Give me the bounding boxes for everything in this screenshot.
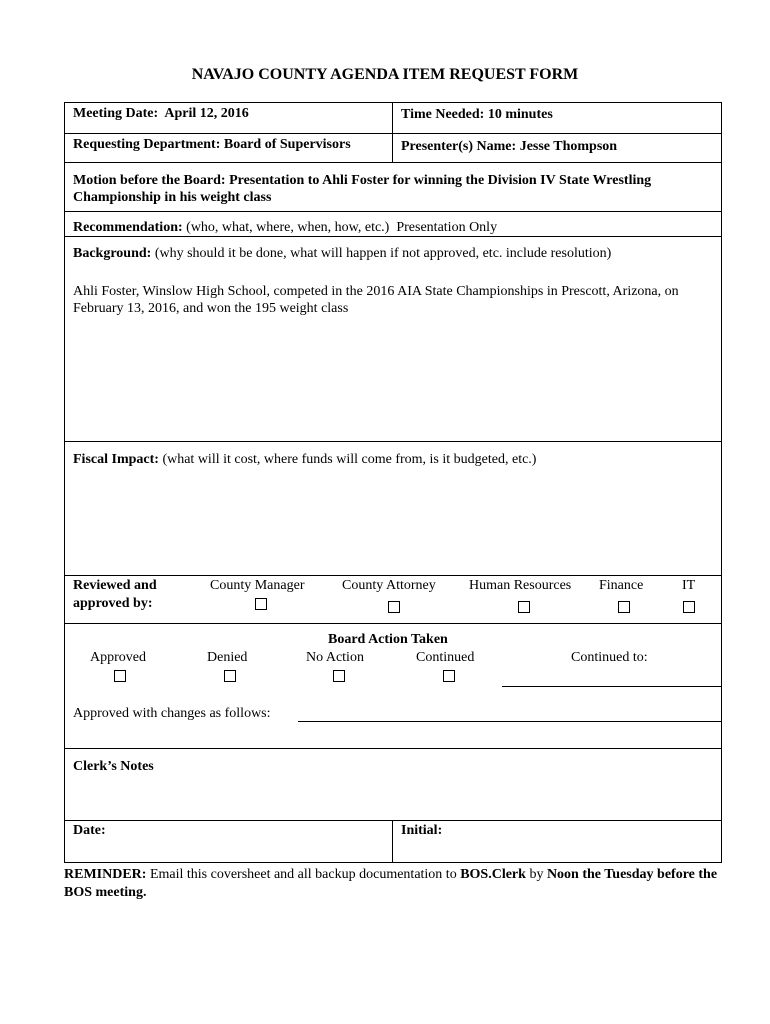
reviewer-finance-label: Finance bbox=[599, 578, 644, 593]
presenter-label: Presenter(s) Name: bbox=[401, 139, 517, 154]
department-label: Requesting Department: bbox=[73, 137, 221, 152]
continued-to-label: Continued to: bbox=[571, 650, 648, 665]
approved-changes-field[interactable] bbox=[298, 721, 721, 722]
reviewed-label-line2: approved by: bbox=[73, 596, 153, 611]
action-no-action-checkbox[interactable] bbox=[333, 670, 345, 682]
clerks-notes-label: Clerk’s Notes bbox=[73, 759, 154, 774]
row-divider bbox=[64, 575, 722, 576]
row-divider bbox=[64, 162, 722, 163]
background-heading bbox=[73, 246, 611, 262]
reviewer-it-checkbox[interactable] bbox=[683, 601, 695, 613]
reviewer-county-attorney-label: County Attorney bbox=[342, 578, 436, 593]
reviewer-county-manager-checkbox[interactable] bbox=[255, 598, 267, 610]
action-denied-checkbox[interactable] bbox=[224, 670, 236, 682]
reviewed-label-line1: Reviewed and bbox=[73, 578, 157, 593]
reviewer-finance-checkbox[interactable] bbox=[618, 601, 630, 613]
reminder-deadline: Noon the Tuesday before the BOS meeting. bbox=[64, 867, 718, 900]
reviewer-human-resources-label: Human Resources bbox=[469, 578, 572, 593]
reviewer-human-resources-checkbox[interactable] bbox=[518, 601, 530, 613]
reminder-text-by: by bbox=[529, 867, 544, 882]
action-denied-label: Denied bbox=[207, 650, 248, 665]
row-divider bbox=[64, 441, 722, 442]
presenter-field bbox=[401, 139, 617, 155]
row-divider bbox=[64, 748, 722, 749]
action-continued-checkbox[interactable] bbox=[443, 670, 455, 682]
reminder-note bbox=[64, 866, 724, 902]
row-divider bbox=[64, 236, 722, 237]
row-divider bbox=[64, 623, 722, 624]
reminder-text: Email this coversheet and all backup documentation to bbox=[149, 867, 457, 882]
reminder-email: BOS.Clerk bbox=[460, 867, 526, 882]
continued-to-field[interactable] bbox=[502, 686, 721, 687]
motion-field bbox=[73, 172, 715, 206]
column-divider bbox=[392, 102, 393, 162]
department-field bbox=[73, 137, 351, 153]
row-divider bbox=[64, 211, 722, 212]
fiscal-impact-label: Fiscal Impact: bbox=[73, 452, 159, 467]
action-approved-checkbox[interactable] bbox=[114, 670, 126, 682]
time-needed-label: Time Needed: bbox=[401, 107, 485, 122]
time-needed-value: 10 minutes bbox=[487, 107, 553, 122]
action-no-action-label: No Action bbox=[306, 650, 364, 665]
reminder-label: REMINDER: bbox=[64, 867, 147, 882]
action-approved-label: Approved bbox=[90, 650, 146, 665]
row-divider bbox=[64, 133, 722, 134]
motion-value: Presentation to Ahli Foster for winning the Division IV State Wrestling Championship in his weight class bbox=[73, 173, 652, 205]
initial-label: Initial: bbox=[401, 823, 443, 838]
reviewer-it-label: IT bbox=[682, 578, 696, 593]
recommendation-value: Presentation Only bbox=[396, 220, 498, 235]
background-hint: (why should it be done, what will happen if not approved, etc. include resolution) bbox=[154, 246, 612, 261]
date-label: Date: bbox=[73, 823, 106, 838]
reviewer-county-attorney-checkbox[interactable] bbox=[388, 601, 400, 613]
recommendation-field bbox=[73, 220, 497, 236]
department-value: Board of Supervisors bbox=[223, 137, 351, 152]
fiscal-impact-hint: (what will it cost, where funds will come from, is it budgeted, etc.) bbox=[162, 452, 537, 467]
board-action-title: Board Action Taken bbox=[328, 632, 448, 647]
action-continued-label: Continued bbox=[416, 650, 475, 665]
fiscal-impact-heading bbox=[73, 452, 536, 468]
form-title: NAVAJO COUNTY AGENDA ITEM REQUEST FORM bbox=[191, 66, 579, 83]
row-divider bbox=[64, 820, 722, 821]
reviewed-approved-label bbox=[73, 577, 193, 613]
recommendation-label: Recommendation: bbox=[73, 220, 183, 235]
background-label: Background: bbox=[73, 246, 152, 261]
table-border-top bbox=[64, 102, 722, 103]
motion-label: Motion before the Board: bbox=[73, 173, 226, 188]
approved-changes-label: Approved with changes as follows: bbox=[73, 706, 271, 721]
meeting-date-field bbox=[73, 106, 249, 122]
recommendation-hint: (who, what, where, when, how, etc.) bbox=[186, 220, 390, 235]
time-needed-field bbox=[401, 107, 553, 123]
background-value: Ahli Foster, Winslow High School, competed in the 2016 AIA State Championships in Prescott, Arizona, on February 13, 2016, and won the 195 weight class bbox=[73, 284, 679, 316]
column-divider bbox=[392, 820, 393, 862]
reviewer-county-manager-label: County Manager bbox=[210, 578, 305, 593]
table-border-bottom bbox=[64, 862, 722, 863]
meeting-date-value: April 12, 2016 bbox=[164, 106, 249, 121]
presenter-value: Jesse Thompson bbox=[519, 139, 618, 154]
meeting-date-label: Meeting Date: bbox=[73, 106, 159, 121]
